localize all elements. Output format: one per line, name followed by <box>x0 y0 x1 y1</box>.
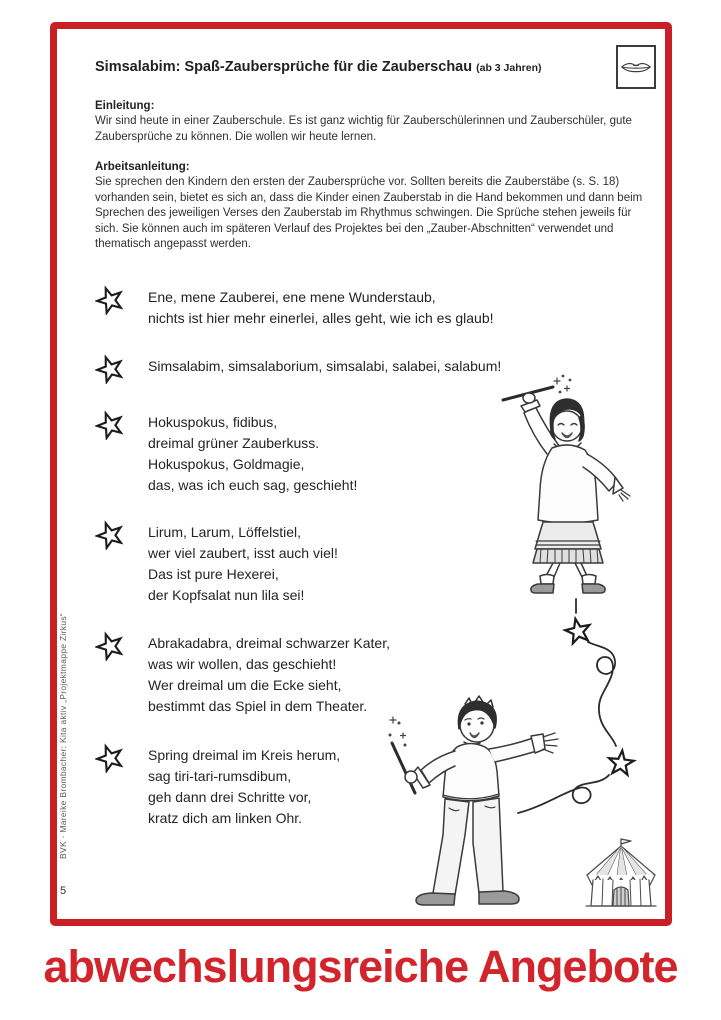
einleitung-heading: Einleitung: <box>95 100 155 112</box>
copyright-sidebar: BVK · Mareike Brombacher: Kita aktiv „Projektmappe Zirkus“ <box>58 612 68 859</box>
page-border-frame <box>50 22 672 926</box>
page-title-text: Simsalabim: Spaß-Zaubersprüche für die Zauberschau <box>95 59 473 75</box>
circus-tent-illustration <box>580 836 662 912</box>
star-icon <box>95 354 125 384</box>
spell-verse-1 <box>95 287 588 329</box>
trail-star-icon <box>608 749 635 775</box>
lips-icon <box>620 58 652 76</box>
girl-with-wand-illustration <box>497 372 647 594</box>
star-icon <box>95 410 125 440</box>
section-arbeitsanleitung <box>95 161 643 253</box>
spell-text: Ene, mene Zauberei, ene mene Wunderstaub, nichts ist hier mehr einerlei, alles geht, wie ich es glaub! <box>148 289 494 326</box>
star-icon <box>95 631 125 661</box>
section-einleitung <box>95 100 643 145</box>
age-note: (ab 3 Jahren) <box>476 62 542 74</box>
page-number: 5 <box>60 885 67 897</box>
page-title <box>95 59 595 75</box>
arbeitsanleitung-body: Sie sprechen den Kindern den ersten der Zaubersprüche vor. Sollten bereits die Zauberstäbe (s. S. 18) vorhanden sein, bietet es sich an, dass die Kinder einen Zauberstab in die Hand bekommen und dann beim Sprechen des jeweiligen Verses den Zauberstab im Rhythmus schwingen. Die Sprüche stehen jeweils für sich. Sie können auch im späteren Verlauf des Projektes bei den „Zauber-Abschnitten“ verwendet und thematisch angepasst werden. <box>95 176 643 250</box>
einleitung-body: Wir sind heute in einer Zauberschule. Es ist ganz wichtig für Zauberschülerinnen und Zauberschüler, gute Zaubersprüche zu können. Die wollen wir heute lernen. <box>95 115 632 143</box>
boy-with-wand-illustration <box>385 695 575 910</box>
footer-banner: abwechslungsreiche Angebote <box>43 941 678 992</box>
speaking-activity-box <box>616 45 656 89</box>
spell-text: Abrakadabra, dreimal schwarzer Kater, was wir wollen, das geschieht! Wer dreimal um die Ecke sieht, bestimmt das Spiel in dem Theater. <box>148 635 390 714</box>
spell-text: Simsalabim, simsalaborium, simsalabi, salabei, salabum! <box>148 358 502 374</box>
star-icon <box>95 743 125 773</box>
arbeitsanleitung-heading: Arbeitsanleitung: <box>95 161 190 173</box>
spell-text: Hokuspokus, fidibus, dreimal grüner Zauberkuss. Hokuspokus, Goldmagie, das, was ich euch sag, geschieht! <box>148 414 358 493</box>
trail-star-icon <box>563 616 592 644</box>
spell-text: Lirum, Larum, Löffelstiel, wer viel zaubert, isst auch viel! Das ist pure Hexerei, der Kopfsalat nun lila sei! <box>148 524 338 603</box>
spell-text: Spring dreimal im Kreis herum, sag tiri-tari-rumsdibum, geh dann drei Schritte vor, kratz dich am linken Ohr. <box>148 747 341 826</box>
star-icon <box>95 520 125 550</box>
star-icon <box>95 285 125 315</box>
